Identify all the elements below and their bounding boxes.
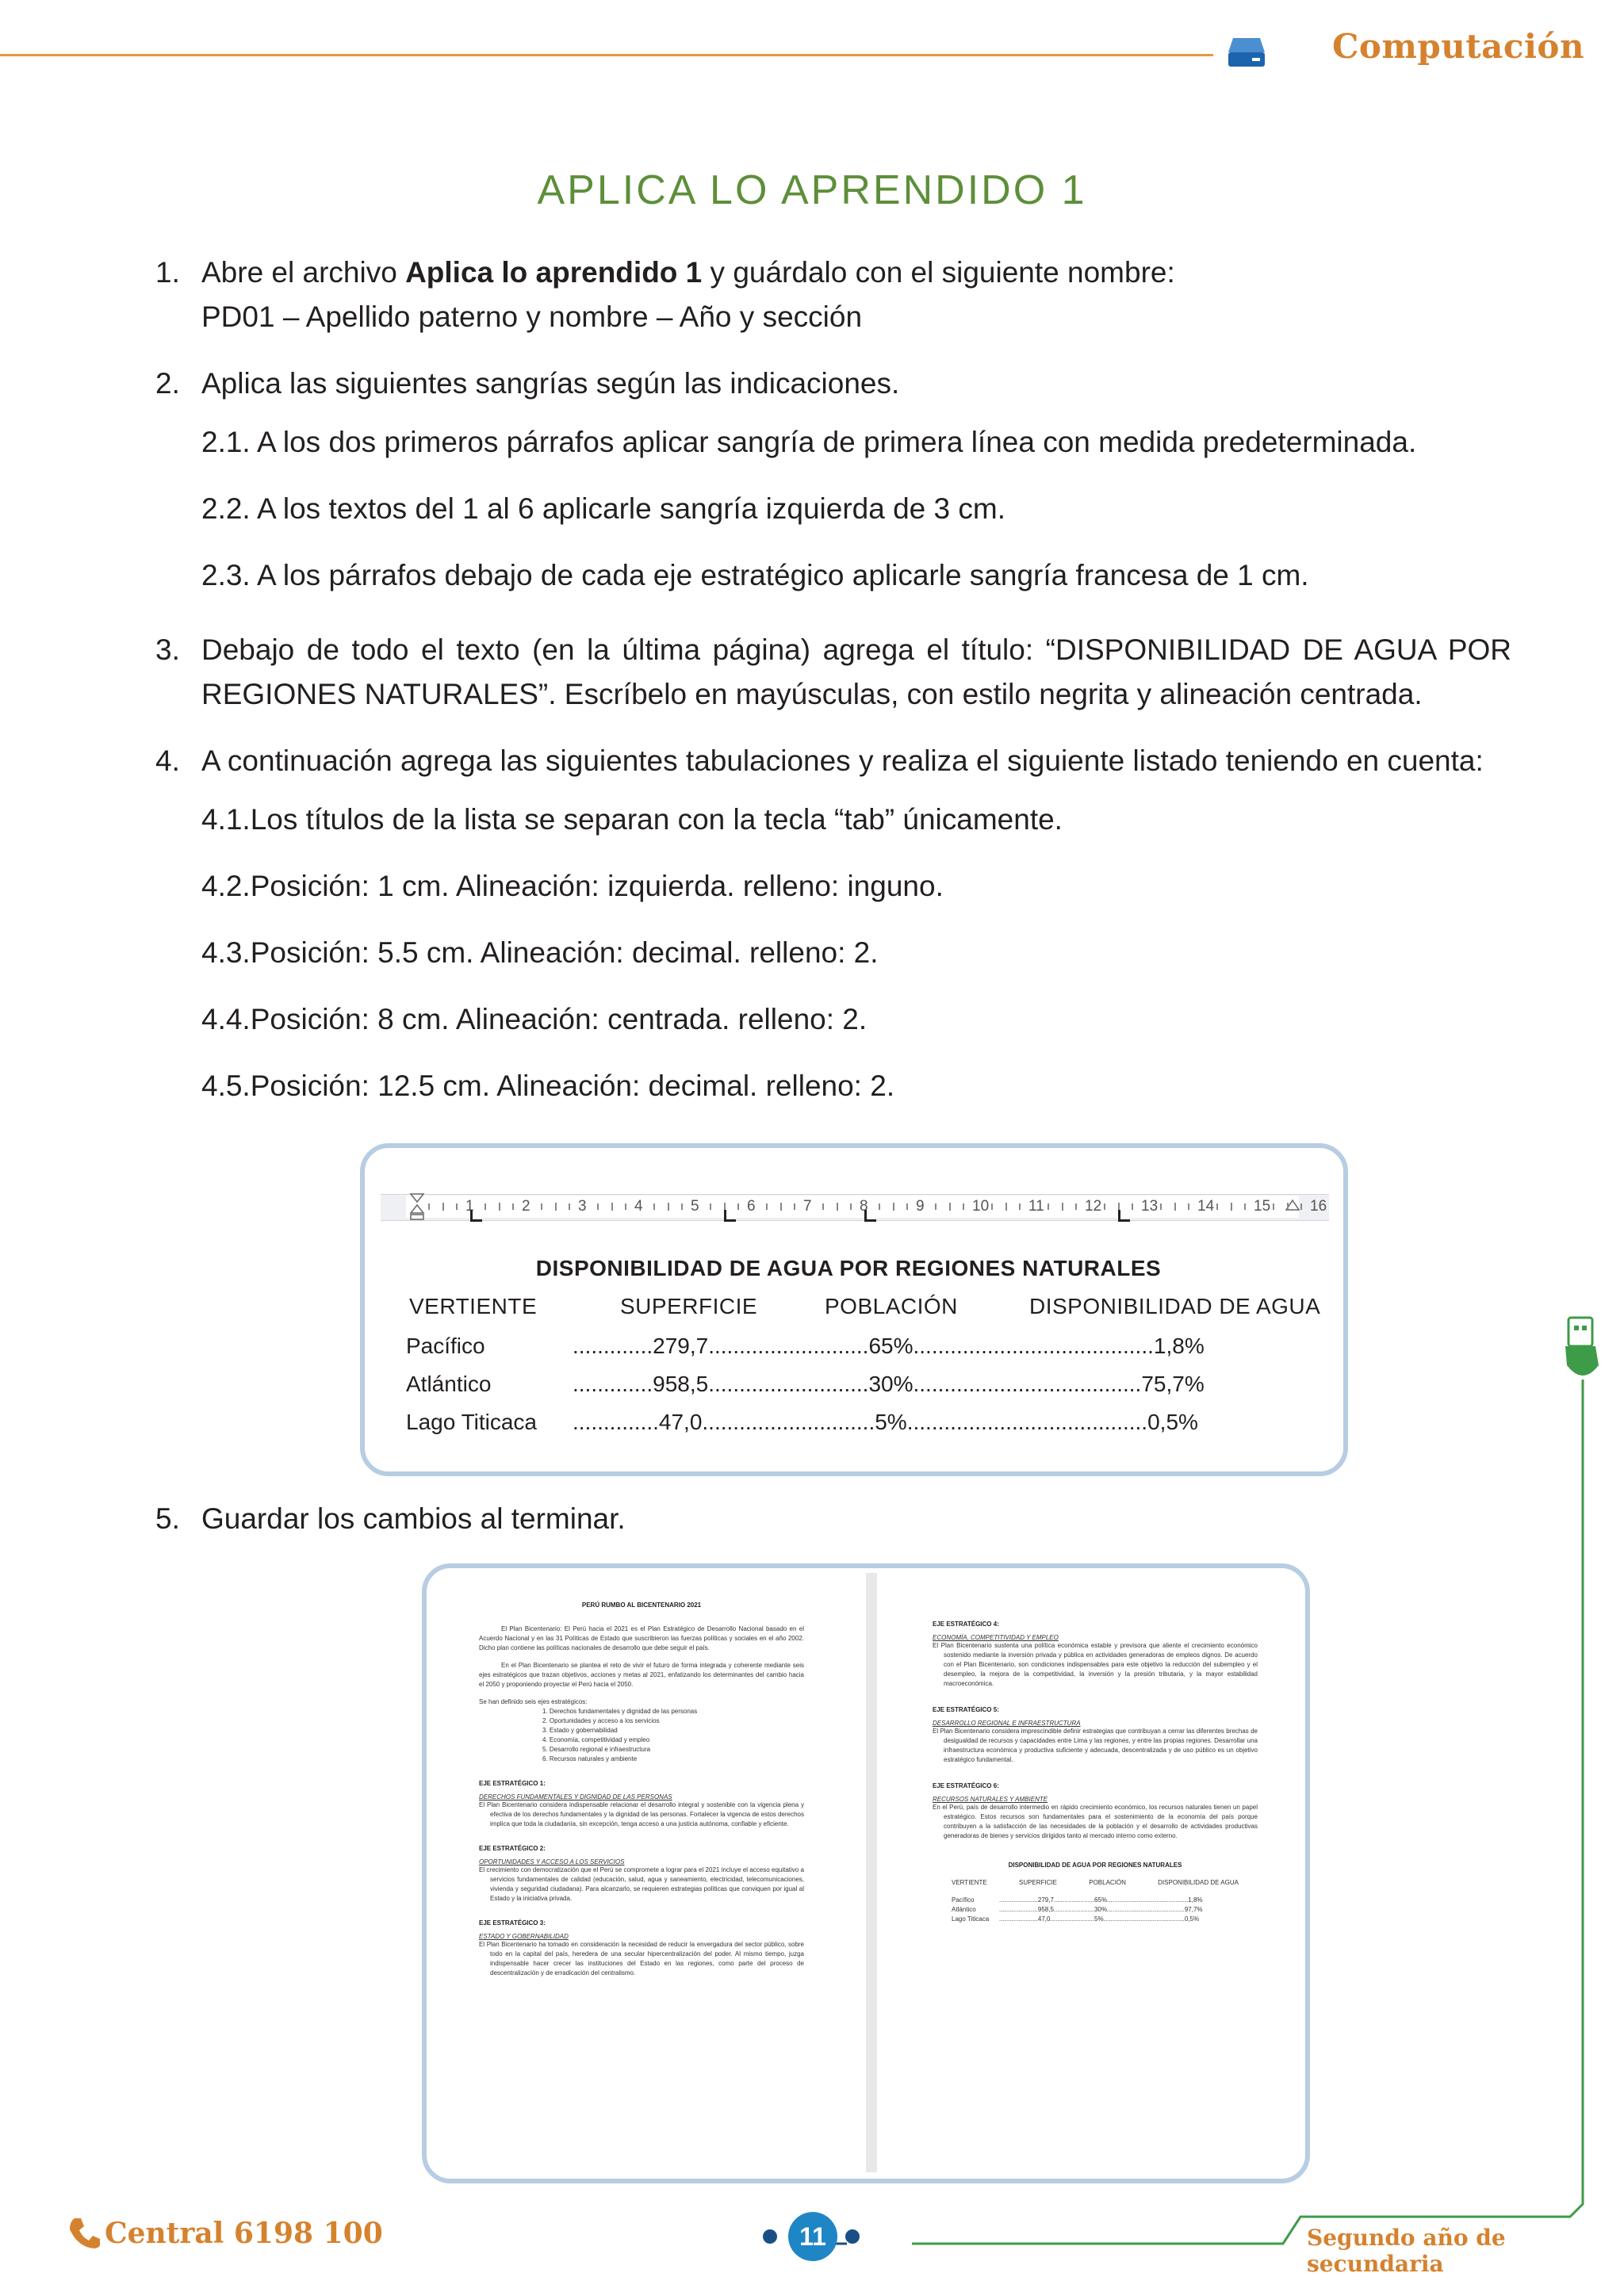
page-number: 11: [788, 2212, 837, 2261]
ruler-number: 4: [634, 1198, 643, 1215]
preview-heading: EJE ESTRATÉGICO 3:: [479, 1919, 546, 1927]
item-number: 4.2.: [201, 870, 251, 902]
table-title: DISPONIBILIDAD DE AGUA POR REGIONES NATURALES: [535, 1256, 1162, 1280]
ruler-number: 9: [916, 1198, 925, 1215]
preview-heading: EJE ESTRATÉGICO 2:: [479, 1845, 546, 1852]
preview-subheading: RECURSOS NATURALES Y AMBIENTE: [933, 1796, 1048, 1803]
preview-subheading: ECONOMÍA, COMPETITIVIDAD Y EMPLEO: [933, 1634, 1059, 1641]
preview-paragraph: El Plan Bicentenario considera indispensable relacionar el desarrollo integral y sostenible con la vigencia plena y efectiva de los derechos fundamentales y la dignidad de las personas. Fortalecer la vigencia de estos derechos implica que toda la ciudadanía, sin excepción, tenga acceso a una justicia autónoma, confiable y eficiente.: [479, 1801, 804, 1827]
preview-subheading: OPORTUNIDADES Y ACCESO A LOS SERVICIOS: [479, 1858, 625, 1866]
row-values: ..............47,0............................5%.......................................0,5%: [573, 1410, 1198, 1434]
item-number: 4.3.: [201, 936, 251, 969]
phone-icon: [67, 2215, 102, 2250]
ruler-number: 3: [578, 1198, 587, 1215]
item-text: y guárdalo con el siguiente nombre:: [702, 256, 1175, 289]
page-title: APLICA LO APRENDIDO 1: [537, 167, 1087, 213]
footer-dot-left: [763, 2229, 777, 2244]
item-number: 4.4.: [201, 1003, 251, 1035]
preview-col: SUPERFICIE: [1018, 1879, 1057, 1886]
item-number: 5.: [155, 1502, 180, 1535]
list-item-3-line2: REGIONES NATURALES”. Escríbelo en mayúsculas, con estilo negrita y alineación centrada.: [201, 678, 1423, 710]
preview-col: POBLACIÓN: [1089, 1879, 1126, 1886]
preview-paragraph: El Plan Bicentenario considera imprescindible definir estrategias que contribuyan a cerrar las diferentes brechas de desigualdad de recursos y capacidades entre Lima y las regiones, y entre las propias regiones. Desarrollar una infraestructura económica y productiva suficiente y adecuada, descentralizada y de uso público es un objetivo estratégico fundamental.: [933, 1728, 1258, 1763]
col-superficie: SUPERFICIE: [620, 1294, 758, 1318]
item-number: 2.1.: [201, 426, 251, 458]
footer-grade: Segundo año de secundaria: [1307, 2225, 1506, 2277]
ruler-number: 2: [522, 1198, 530, 1215]
preview-list-item: 4. Economía, competitividad y empleo: [542, 1736, 650, 1743]
preview-heading: EJE ESTRATÉGICO 5:: [933, 1706, 999, 1713]
row-values: .............958,5..........................30%.....................................75,7%: [573, 1372, 1205, 1396]
ruler-number: 14: [1197, 1198, 1215, 1215]
preview-row-name: Pacífico: [952, 1896, 975, 1904]
item-text: A los dos primeros párrafos aplicar sangría de primera línea con medida predeterminada.: [256, 426, 1417, 458]
ruler-number: 13: [1141, 1198, 1159, 1215]
item-text: Posición: 8 cm. Alineación: centrada. relleno: 2.: [250, 1003, 868, 1035]
preview-paragraph: El Plan Bicentenario: El Perú hacia el 2021 es el Plan Estratégico de Desarrollo Nacional basado en el Acuerdo Nacional y en las 31 Políticas de Estado que suscribieron las fuerzas políticas y sociales en el año 2002. Dicho plan contiene las políticas nacionales de desarrollo que debe seguir el país.: [479, 1625, 804, 1651]
file-name: Aplica lo aprendido 1: [405, 256, 703, 289]
preview-paragraph: El Plan Bicentenario sustenta una política económica estable y previsora que aliente el crecimiento económico sostenido mediante la inversión privada y pública en actividades generadoras de empleos dignos. De acuerdo con el Plan Bicentenario, son condiciones indispensables para este objetivo la reducción del subempleo y el desempleo, la mejora de la competitividad, la inversión y la presión tributaria, y la mayor estabilidad macroeconómica.: [933, 1642, 1258, 1687]
item-number: 3.: [155, 633, 180, 666]
item-text: Posición: 5.5 cm. Alineación: decimal. relleno: 2.: [250, 936, 879, 969]
preview-col: DISPONIBILIDAD DE AGUA: [1158, 1879, 1239, 1886]
preview-row-values: ......................958,5.......................30%............................................97,7%: [999, 1906, 1203, 1913]
preview-heading: EJE ESTRATÉGICO 6:: [933, 1782, 999, 1789]
item-text: Los títulos de la lista se separan con la tecla “tab” únicamente.: [250, 803, 1063, 836]
item-number: 2.3.: [201, 559, 251, 591]
item-text: Debajo de todo el texto (en la última página) agrega el título: “DISPONIBILIDAD DE AGUA POR: [201, 633, 1511, 666]
preview-subheading: DESARROLLO REGIONAL E INFRAESTRUCTURA: [933, 1720, 1081, 1727]
item-text: A los textos del 1 al 6 aplicarle sangría izquierda de 3 cm.: [256, 492, 1005, 525]
col-vertiente: VERTIENTE: [409, 1294, 538, 1318]
item-number: 4.1.: [201, 803, 251, 836]
row-name: Atlántico: [406, 1372, 492, 1396]
footer-phone: Central 6198 100: [105, 2217, 383, 2250]
preview-row-name: Lago Titicaca: [952, 1915, 990, 1923]
ruler-number: 16: [1310, 1198, 1327, 1215]
ruler-number: 8: [860, 1198, 868, 1215]
item-text: Posición: 12.5 cm. Alineación: decimal. relleno: 2.: [250, 1070, 895, 1102]
preview-row-name: Atlántico: [952, 1906, 976, 1913]
preview-paragraph: El Plan Bicentenario ha tomado en consideración la necesidad de reducir la envergadura del sector público, sobre todo en la capital del país, heredera de una secular hipercentralización del poder. Al mismo tiempo, juzga indispensable hacer crecer las instituciones del Estado en las regiones, como parte del proceso de descentralización y de erradicación del centralismo.: [479, 1941, 804, 1976]
item-number: 2.2.: [201, 492, 251, 525]
ruler-number: 12: [1085, 1198, 1102, 1215]
preview-list-item: 6. Recursos naturales y ambiente: [542, 1755, 638, 1762]
row-values: .............279,7..........................65%.......................................1,8%: [573, 1334, 1205, 1358]
col-disponibilidad: DISPONIBILIDAD DE AGUA: [1029, 1294, 1321, 1318]
row-name: Lago Titicaca: [406, 1410, 537, 1434]
item-text: A continuación agrega las siguientes tabulaciones y realiza el siguiente listado teniendo en cuenta:: [201, 744, 1484, 777]
preview-list-item: 5. Desarrollo regional e infraestructura: [542, 1746, 651, 1753]
preview-list-item: 1. Derechos fundamentales y dignidad de las personas: [542, 1708, 698, 1715]
item-text: Aplica las siguientes sangrías según las indicaciones.: [201, 367, 900, 400]
preview-heading: EJE ESTRATÉGICO 4:: [933, 1621, 999, 1628]
ruler-number: 10: [972, 1198, 990, 1215]
item-text: A los párrafos debajo de cada eje estratégico aplicarle sangría francesa de 1 cm.: [256, 559, 1309, 591]
preview-table-title: DISPONIBILIDAD DE AGUA POR REGIONES NATURALES: [1008, 1862, 1182, 1869]
preview-list-item: 3. Estado y gobernabilidad: [542, 1727, 618, 1734]
ruler-number: 6: [747, 1198, 756, 1215]
preview-paragraph: En el Plan Bicentenario se plantea el reto de vivir el futuro de forma integrada y coherente mediante seis ejes estratégicos que trazan objetivos, acciones y metas al 2021, enfatizando los determinantes del cambio hacia el 2050 y proponiendo proyectar el Perú hacia el 2050.: [479, 1662, 804, 1688]
ruler-number: 7: [803, 1198, 812, 1215]
item-number: 4.5.: [201, 1070, 251, 1102]
preview-list-item: 2. Oportunidades y acceso a los servicios: [542, 1717, 660, 1724]
ruler-number: 5: [691, 1198, 699, 1215]
preview-title: PERÚ RUMBO AL BICENTENARIO 2021: [581, 1601, 702, 1609]
item-number: 1.: [155, 256, 180, 289]
footer-dot-right: [845, 2229, 860, 2244]
subject-title: Computación: [1332, 27, 1584, 66]
preview-heading: EJE ESTRATÉGICO 1:: [479, 1780, 546, 1787]
preview-col: VERTIENTE: [952, 1879, 987, 1886]
ruler-number: 11: [1028, 1198, 1044, 1215]
preview-subheading: DERECHOS FUNDAMENTALES Y DIGNIDAD DE LAS PERSONAS: [479, 1793, 672, 1800]
preview-row-values: ......................47,0.........................5%..............................................0,5%: [999, 1915, 1200, 1923]
col-poblacion: POBLACIÓN: [825, 1294, 958, 1318]
item-number: 4.: [155, 744, 180, 777]
preview-paragraph: Se han definido seis ejes estratégicos:: [479, 1698, 588, 1705]
ruler-number: 1: [465, 1198, 474, 1215]
preview-subheading: ESTADO Y GOBERNABILIDAD: [479, 1933, 569, 1940]
item-number: 2.: [155, 367, 180, 400]
ruler-number: 15: [1254, 1198, 1271, 1215]
preview-paragraph: En el Perú, país de desarrollo intermedio en rápido crecimiento económico, los recursos naturales tienen un papel estratégico. Estos recursos son fundamentales para el sostenimiento de la economía del país porque contribuyen a la satisfacción de las necesidades de la población y el desarrollo de actividades productivas generadoras de bienes y servicios dirigidos tanto al mercado interno como externo.: [933, 1804, 1258, 1839]
row-name: Pacífico: [406, 1334, 485, 1358]
preview-row-values: ......................279,7.......................65%..............................................1,8%: [999, 1896, 1203, 1904]
item-text: Posición: 1 cm. Alineación: izquierda. relleno: inguno.: [250, 870, 944, 902]
item-text: Guardar los cambios al terminar.: [201, 1502, 626, 1535]
file-name-format: PD01 – Apellido paterno y nombre – Año y sección: [201, 300, 863, 333]
preview-paragraph: El crecimiento con democratización que el Perú se compromete a lograr para el 2021 incluye el acceso equitativo a servicios fundamentales de calidad (educación, salud, agua y saneamiento, electricidad, telecomunicaciones, vivienda y seguridad ciudadana). Para alcanzarlo, se requieren estrategias políticas que conviquen por igual al Estado y la iniciativa privada.: [479, 1866, 804, 1902]
item-text: Abre el archivo: [201, 256, 406, 289]
